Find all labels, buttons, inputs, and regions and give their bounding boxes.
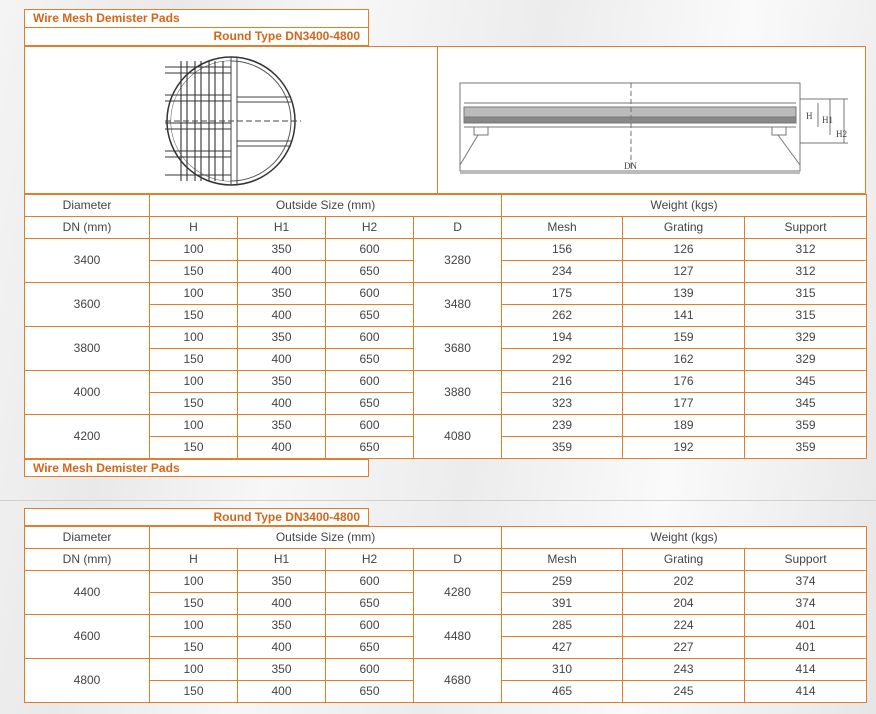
cell-h1: 400 <box>238 681 326 703</box>
cell-h2: 650 <box>326 261 414 283</box>
top-subtitle-text: Round Type DN3400-4800 <box>213 29 360 43</box>
cell-h1: 350 <box>238 571 326 593</box>
cell-mesh: 262 <box>502 305 623 327</box>
cell-support: 401 <box>745 637 867 659</box>
cell-grating: 159 <box>623 327 745 349</box>
header-mesh: Mesh <box>502 217 623 239</box>
top-title <box>24 9 369 28</box>
cell-h2: 650 <box>326 437 414 459</box>
cell-h: 100 <box>150 415 238 437</box>
cell-grating: 127 <box>623 261 745 283</box>
cell-h: 100 <box>150 571 238 593</box>
cell-dn: 4800 <box>25 659 150 703</box>
cell-grating: 245 <box>623 681 745 703</box>
header-grating: Grating <box>623 217 745 239</box>
cell-h1: 400 <box>238 393 326 415</box>
cell-h: 150 <box>150 593 238 615</box>
cell-h: 150 <box>150 393 238 415</box>
table-row <box>25 615 867 637</box>
bottom-subtitle <box>24 508 369 526</box>
cell-mesh: 465 <box>502 681 623 703</box>
cell-d: 3880 <box>414 371 502 415</box>
cell-h: 150 <box>150 261 238 283</box>
cell-dn: 3400 <box>25 239 150 283</box>
cell-support: 315 <box>745 283 867 305</box>
header-row <box>25 195 867 217</box>
header-weight: Weight (kgs) <box>502 527 867 549</box>
cell-mesh: 359 <box>502 437 623 459</box>
cell-d: 3680 <box>414 327 502 371</box>
cell-h: 100 <box>150 283 238 305</box>
header-weight: Weight (kgs) <box>502 195 867 217</box>
spec-table-1 <box>24 194 867 459</box>
header-h2: H2 <box>326 549 414 571</box>
header-outside-size: Outside Size (mm) <box>150 527 502 549</box>
cell-h2: 650 <box>326 393 414 415</box>
cell-h2: 650 <box>326 593 414 615</box>
table-row <box>25 283 867 305</box>
header-h: H <box>150 217 238 239</box>
table-row <box>25 571 867 593</box>
cell-h: 150 <box>150 349 238 371</box>
cell-h2: 650 <box>326 637 414 659</box>
header-mesh: Mesh <box>502 549 623 571</box>
header-support: Support <box>745 217 867 239</box>
header-dn-mm: DN (mm) <box>25 217 150 239</box>
cell-grating: 243 <box>623 659 745 681</box>
cell-mesh: 292 <box>502 349 623 371</box>
header-outside-size: Outside Size (mm) <box>150 195 502 217</box>
cell-support: 345 <box>745 393 867 415</box>
cell-grating: 202 <box>623 571 745 593</box>
cell-mesh: 285 <box>502 615 623 637</box>
cell-grating: 177 <box>623 393 745 415</box>
cell-dn: 4000 <box>25 371 150 415</box>
cell-dn: 3800 <box>25 327 150 371</box>
top-view-drawing <box>25 47 437 193</box>
cell-support: 414 <box>745 659 867 681</box>
label-h2: H2 <box>836 129 847 139</box>
side-view-drawing <box>438 47 866 193</box>
table-row <box>25 239 867 261</box>
spec-table-2 <box>24 526 867 703</box>
cell-grating: 224 <box>623 615 745 637</box>
cell-h: 150 <box>150 437 238 459</box>
cell-grating: 189 <box>623 415 745 437</box>
cell-h1: 350 <box>238 371 326 393</box>
cell-h1: 350 <box>238 283 326 305</box>
cell-h: 100 <box>150 659 238 681</box>
cell-dn: 4200 <box>25 415 150 459</box>
header-diameter: Diameter <box>25 527 150 549</box>
cell-dn: 4400 <box>25 571 150 615</box>
cell-mesh: 427 <box>502 637 623 659</box>
cell-h1: 400 <box>238 305 326 327</box>
cell-support: 312 <box>745 239 867 261</box>
cell-grating: 192 <box>623 437 745 459</box>
cell-mesh: 216 <box>502 371 623 393</box>
section-separator <box>0 500 876 501</box>
cell-h: 150 <box>150 681 238 703</box>
subheader-row <box>25 549 867 571</box>
cell-h1: 350 <box>238 327 326 349</box>
cell-mesh: 259 <box>502 571 623 593</box>
cell-h1: 350 <box>238 415 326 437</box>
subheader-row <box>25 217 867 239</box>
mid-title-text: Wire Mesh Demister Pads <box>33 461 180 475</box>
header-support: Support <box>745 549 867 571</box>
header-diameter: Diameter <box>25 195 150 217</box>
cell-d: 4680 <box>414 659 502 703</box>
drawing-panel <box>24 46 866 194</box>
cell-support: 345 <box>745 371 867 393</box>
cell-h: 150 <box>150 305 238 327</box>
cell-dn: 4600 <box>25 615 150 659</box>
cell-h2: 600 <box>326 571 414 593</box>
cell-mesh: 194 <box>502 327 623 349</box>
cell-grating: 204 <box>623 593 745 615</box>
label-dn: DN <box>624 161 637 171</box>
cell-h: 100 <box>150 615 238 637</box>
header-h1: H1 <box>238 217 326 239</box>
table-row <box>25 327 867 349</box>
cell-h: 150 <box>150 637 238 659</box>
cell-d: 3280 <box>414 239 502 283</box>
cell-h2: 600 <box>326 415 414 437</box>
top-title-text: Wire Mesh Demister Pads <box>33 11 180 25</box>
cell-support: 359 <box>745 415 867 437</box>
cell-h1: 400 <box>238 261 326 283</box>
cell-d: 3480 <box>414 283 502 327</box>
header-h: H <box>150 549 238 571</box>
header-d: D <box>414 217 502 239</box>
cell-h2: 600 <box>326 615 414 637</box>
cell-h1: 350 <box>238 659 326 681</box>
mid-title <box>24 459 369 477</box>
cell-h2: 650 <box>326 305 414 327</box>
cell-d: 4080 <box>414 415 502 459</box>
cell-h2: 650 <box>326 681 414 703</box>
cell-dn: 3600 <box>25 283 150 327</box>
cell-h2: 600 <box>326 283 414 305</box>
cell-h: 100 <box>150 371 238 393</box>
header-row <box>25 527 867 549</box>
cell-support: 374 <box>745 593 867 615</box>
cell-mesh: 310 <box>502 659 623 681</box>
cell-grating: 126 <box>623 239 745 261</box>
header-dn-mm: DN (mm) <box>25 549 150 571</box>
cell-support: 329 <box>745 349 867 371</box>
cell-mesh: 156 <box>502 239 623 261</box>
label-h1: H1 <box>822 115 833 125</box>
cell-grating: 141 <box>623 305 745 327</box>
cell-h2: 600 <box>326 371 414 393</box>
cell-grating: 227 <box>623 637 745 659</box>
cell-mesh: 234 <box>502 261 623 283</box>
cell-grating: 176 <box>623 371 745 393</box>
cell-grating: 162 <box>623 349 745 371</box>
cell-mesh: 323 <box>502 393 623 415</box>
cell-support: 329 <box>745 327 867 349</box>
cell-h2: 650 <box>326 349 414 371</box>
cell-mesh: 175 <box>502 283 623 305</box>
header-h1: H1 <box>238 549 326 571</box>
cell-h: 100 <box>150 327 238 349</box>
cell-d: 4280 <box>414 571 502 615</box>
cell-h2: 600 <box>326 327 414 349</box>
cell-support: 359 <box>745 437 867 459</box>
bottom-subtitle-text: Round Type DN3400-4800 <box>213 510 360 524</box>
cell-h1: 400 <box>238 349 326 371</box>
cell-h: 100 <box>150 239 238 261</box>
cell-h1: 350 <box>238 615 326 637</box>
cell-support: 374 <box>745 571 867 593</box>
cell-support: 312 <box>745 261 867 283</box>
cell-mesh: 239 <box>502 415 623 437</box>
cell-h2: 600 <box>326 659 414 681</box>
cell-h1: 400 <box>238 593 326 615</box>
cell-mesh: 391 <box>502 593 623 615</box>
cell-h1: 350 <box>238 239 326 261</box>
cell-d: 4480 <box>414 615 502 659</box>
table-row <box>25 371 867 393</box>
cell-h1: 400 <box>238 437 326 459</box>
label-h: H <box>806 111 813 121</box>
cell-h1: 400 <box>238 637 326 659</box>
cell-grating: 139 <box>623 283 745 305</box>
header-grating: Grating <box>623 549 745 571</box>
header-d: D <box>414 549 502 571</box>
cell-h2: 600 <box>326 239 414 261</box>
header-h2: H2 <box>326 217 414 239</box>
table-row <box>25 415 867 437</box>
cell-support: 401 <box>745 615 867 637</box>
cell-support: 315 <box>745 305 867 327</box>
cell-support: 414 <box>745 681 867 703</box>
table-row <box>25 659 867 681</box>
top-subtitle <box>24 27 369 46</box>
